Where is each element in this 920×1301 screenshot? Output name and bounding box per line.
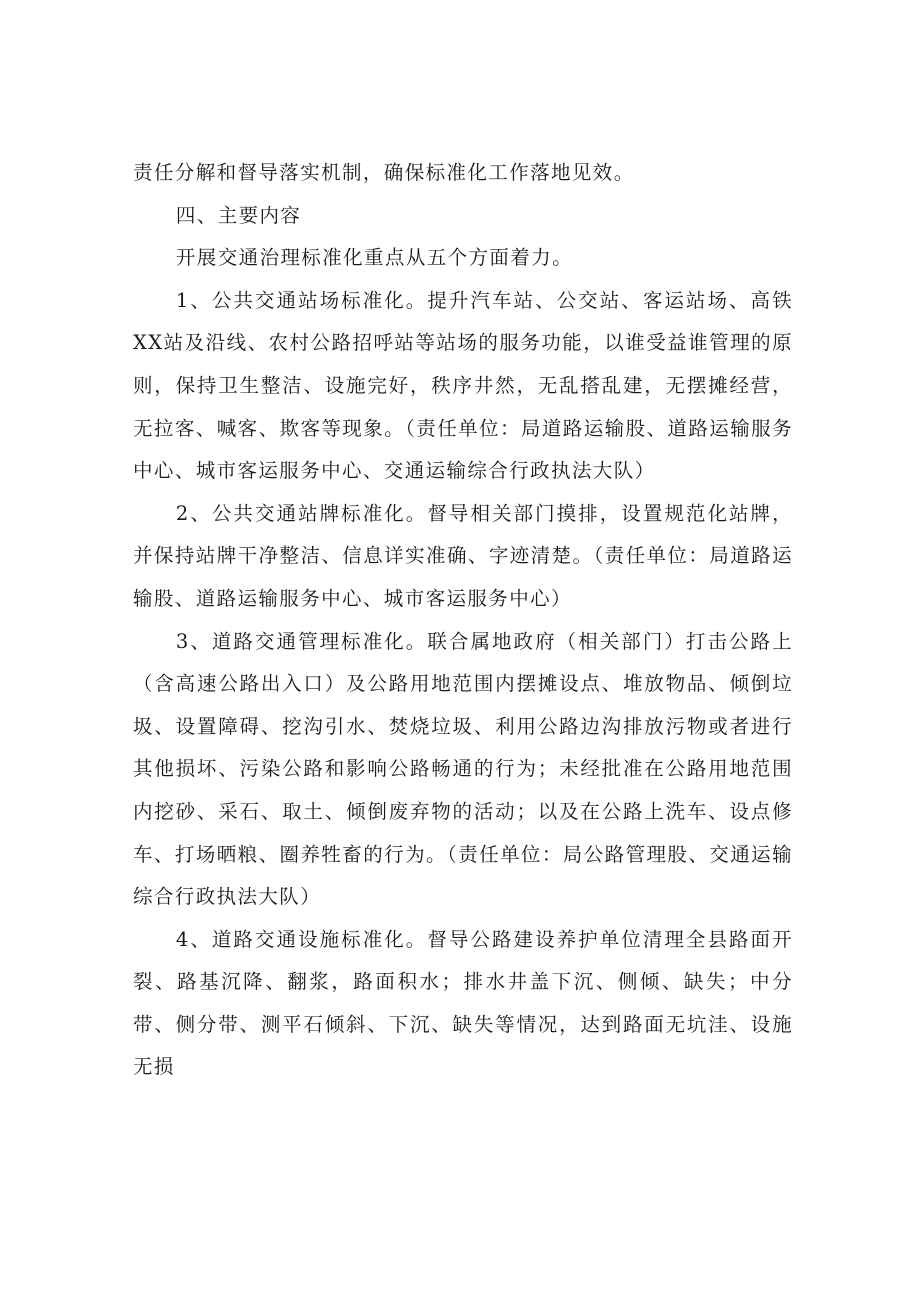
section-heading: 四、主要内容 xyxy=(175,203,302,227)
paragraph-item-1: 1、公共交通站场标准化。提升汽车站、公交站、客运站场、高铁XX站及沿线、农村公路招呼站等站场的服务功能，以谁受益谁管理的原则，保持卫生整洁、设施完好，秩序井然，无乱搭乱建，无摆摊经营，无拉客、喊客、欺客等现象。（责任单位：局道路运输股、道路运输服务中心、城市客运服务中心、交通运输综合行政执法大队） xyxy=(133,288,793,483)
paragraph-continuation: 责任分解和督导落实机制，确保标准化工作落地见效。 xyxy=(133,161,635,184)
paragraph-item-3: 3、道路交通管理标准化。联合属地政府（相关部门）打击公路上（含高速公路出入口）及公路用地范围内摆摊设点、堆放物品、倾倒垃圾、设置障碍、挖沟引水、焚烧垃圾、利用公路边沟排放污物或者进行其他损坏、污染公路和影响公路畅通的行为；未经批准在公路用地范围内挖砂、采石、取土、倾倒废弃物的活动；以及在公路上洗车、设点修车、打场晒粮、圈养牲畜的行为。（责任单位：局公路管理股、交通运输综合行政执法大队） xyxy=(133,629,793,909)
paragraph-item-2: 2、公共交通站牌标准化。督导相关部门摸排，设置规范化站牌，并保持站牌干净整洁、信息详实准确、字迹清楚。（责任单位：局道路运输股、道路运输服务中心、城市客运服务中心） xyxy=(133,501,793,610)
document-body xyxy=(133,152,793,1089)
paragraph-intro: 开展交通治理标准化重点从五个方面着力。 xyxy=(175,246,573,270)
paragraph-item-4: 4、道路交通设施标准化。督导公路建设养护单位清理全县路面开裂、路基沉降、翻浆，路面积水；排水井盖下沉、侧倾、缺失；中分带、侧分带、测平石倾斜、下沉、缺失等情况，达到路面无坑洼、设施无损 xyxy=(133,927,793,1079)
